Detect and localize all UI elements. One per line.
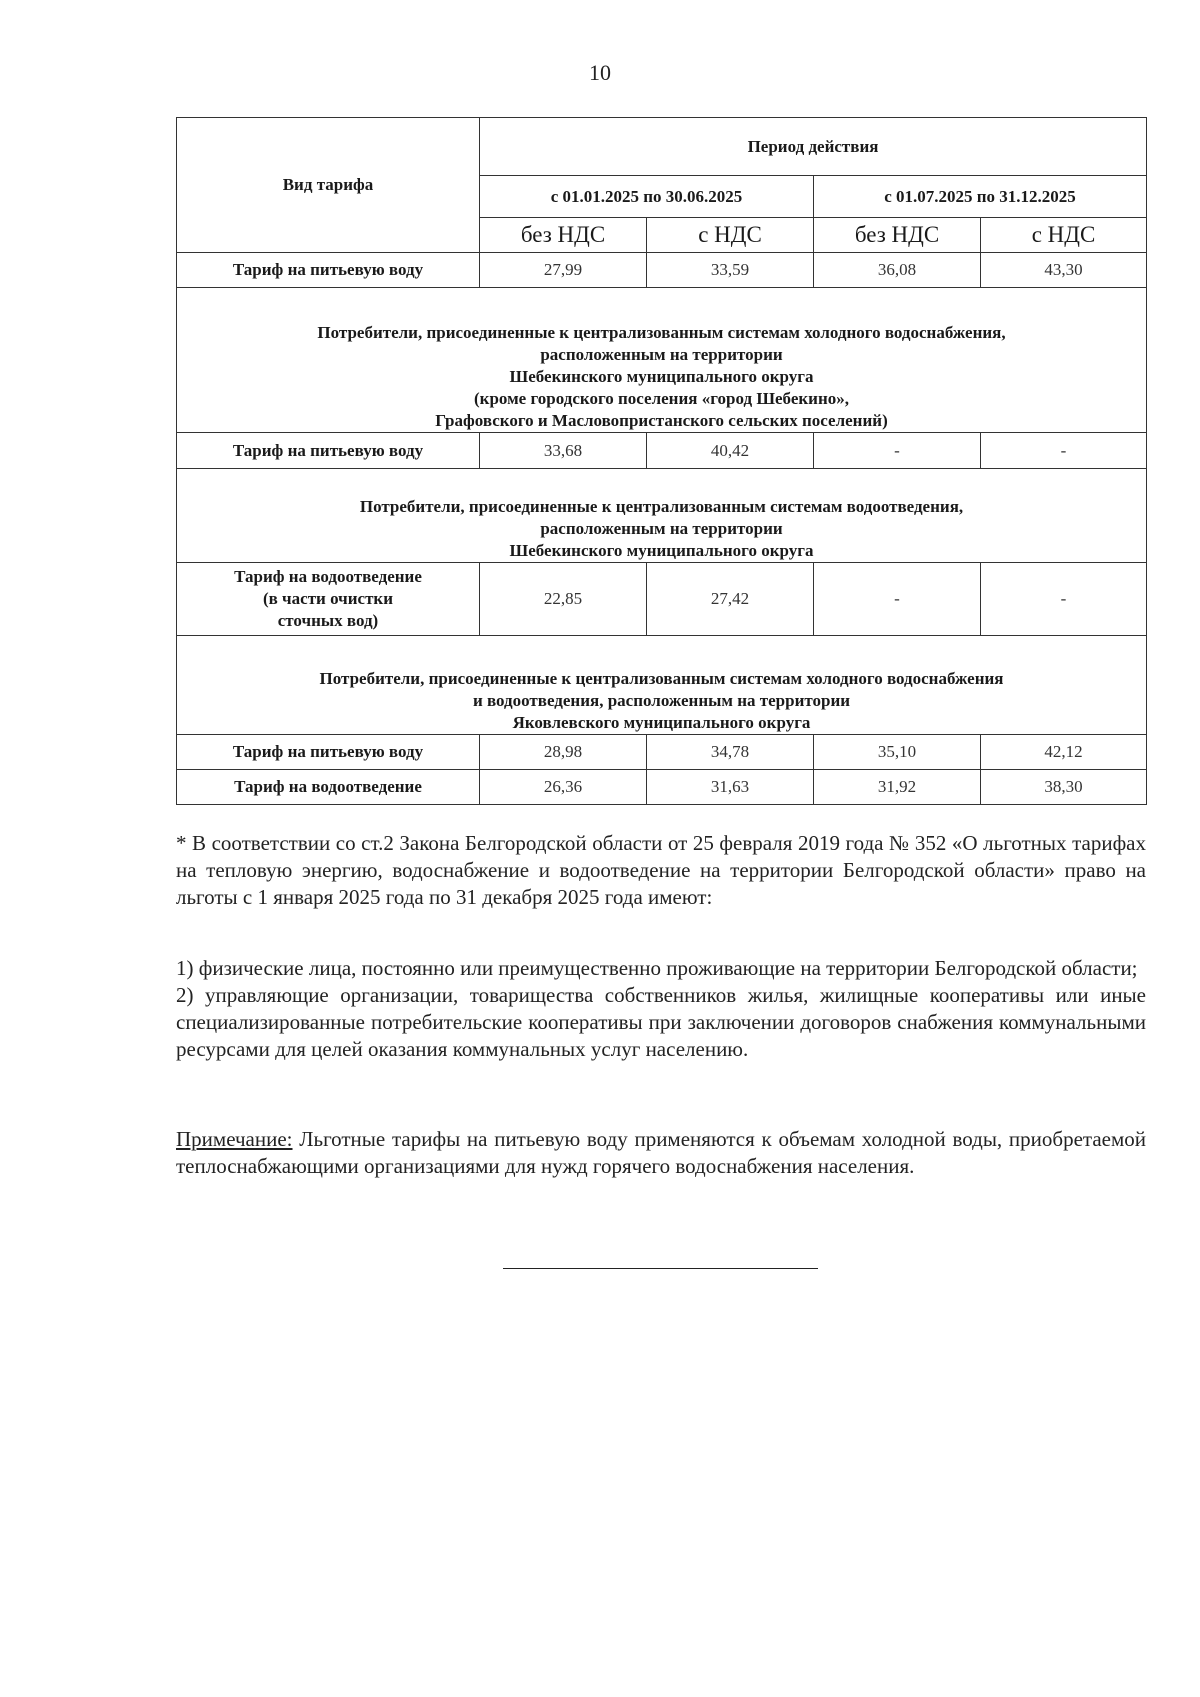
row-value: -	[981, 563, 1147, 636]
list-item: 2) управляющие организации, товарищества собственников жилья, жилищные кооперативы или иные специализированные потребительские кооперативы при заключении договоров снабжения коммунальными ресурсами для целей оказания коммунальных услуг населению.	[176, 983, 1146, 1061]
privilege-list	[176, 955, 1146, 1063]
section-line: расположенным на территории	[540, 345, 783, 364]
section-line: Шебекинского муниципального округа	[509, 367, 814, 386]
section-line: Шебекинского муниципального округа	[509, 541, 814, 560]
row-value: 31,63	[647, 770, 814, 805]
row-value: 42,12	[981, 735, 1147, 770]
table-row	[177, 433, 1147, 469]
row-label: Тариф на питьевую воду	[177, 433, 480, 469]
section-line: Яковлевского муниципального округа	[512, 713, 811, 732]
header-with-vat-1: с НДС	[647, 218, 814, 253]
section-header	[177, 469, 1147, 563]
header-with-vat-2: с НДС	[981, 218, 1147, 253]
row-label: Тариф на питьевую воду	[177, 735, 480, 770]
row-value: 36,08	[814, 253, 981, 288]
header-period-1: с 01.01.2025 по 30.06.2025	[480, 176, 814, 218]
row-value: 33,59	[647, 253, 814, 288]
footnote-text: * В соответствии со ст.2 Закона Белгородской области от 25 февраля 2019 года № 352 «О льготных тарифах на тепловую энергию, водоснабжение и водоотведение на территории Белгородской области» право на льготы с 1 января 2025 года по 31 декабря 2025 года имеют:	[176, 831, 1146, 909]
row-value: 40,42	[647, 433, 814, 469]
row-value: -	[981, 433, 1147, 469]
header-period: Период действия	[480, 118, 1147, 176]
row-value: 38,30	[981, 770, 1147, 805]
note-label: Примечание:	[176, 1127, 293, 1151]
section-header	[177, 636, 1147, 735]
header-period-2: с 01.07.2025 по 31.12.2025	[814, 176, 1147, 218]
row-label-line: сточных вод)	[277, 611, 379, 630]
row-value: 28,98	[480, 735, 647, 770]
row-value: 35,10	[814, 735, 981, 770]
row-value: 33,68	[480, 433, 647, 469]
row-value: -	[814, 433, 981, 469]
table-row	[177, 735, 1147, 770]
row-value: 31,92	[814, 770, 981, 805]
section-header	[177, 288, 1147, 433]
row-label-line: (в части очистки	[262, 589, 394, 608]
page-number: 10	[589, 60, 611, 85]
table-row	[177, 253, 1147, 288]
section-line: Потребители, присоединенные к централизованным системам холодного водоснабжения	[319, 669, 1004, 688]
row-label: Тариф на водоотведение	[177, 770, 480, 805]
end-divider	[503, 1268, 818, 1269]
section-line: Потребители, присоединенные к централизованным системам водоотведения,	[359, 497, 964, 516]
tariff-table	[176, 117, 1147, 805]
header-without-vat-1: без НДС	[480, 218, 647, 253]
section-line: (кроме городского поселения «город Шебекино»,	[474, 389, 849, 408]
row-label-line: Тариф на водоотведение	[234, 567, 422, 586]
section-line: Графовского и Масловопристанского сельских поселений)	[435, 411, 888, 430]
row-value: 34,78	[647, 735, 814, 770]
section-line: расположенным на территории	[540, 519, 783, 538]
row-value: 27,42	[647, 563, 814, 636]
row-value: 27,99	[480, 253, 647, 288]
header-type: Вид тарифа	[177, 118, 480, 253]
row-value: 26,36	[480, 770, 647, 805]
row-label	[177, 563, 480, 636]
footnote	[176, 830, 1146, 911]
table-row	[177, 563, 1147, 636]
section-line: и водоотведения, расположенным на территории	[472, 691, 851, 710]
section-line: Потребители, присоединенные к централизованным системам холодного водоснабжения,	[317, 323, 1006, 342]
note-text: Льготные тарифы на питьевую воду применяются к объемам холодной воды, приобретаемой теплоснабжающими организациями для нужд горячего водоснабжения населения.	[176, 1127, 1146, 1178]
row-value: 43,30	[981, 253, 1147, 288]
row-value: 22,85	[480, 563, 647, 636]
table-row	[177, 770, 1147, 805]
header-without-vat-2: без НДС	[814, 218, 981, 253]
note	[176, 1126, 1146, 1180]
row-label: Тариф на питьевую воду	[177, 253, 480, 288]
list-item: 1) физические лица, постоянно или преимущественно проживающие на территории Белгородской области;	[176, 956, 1138, 980]
row-value: -	[814, 563, 981, 636]
